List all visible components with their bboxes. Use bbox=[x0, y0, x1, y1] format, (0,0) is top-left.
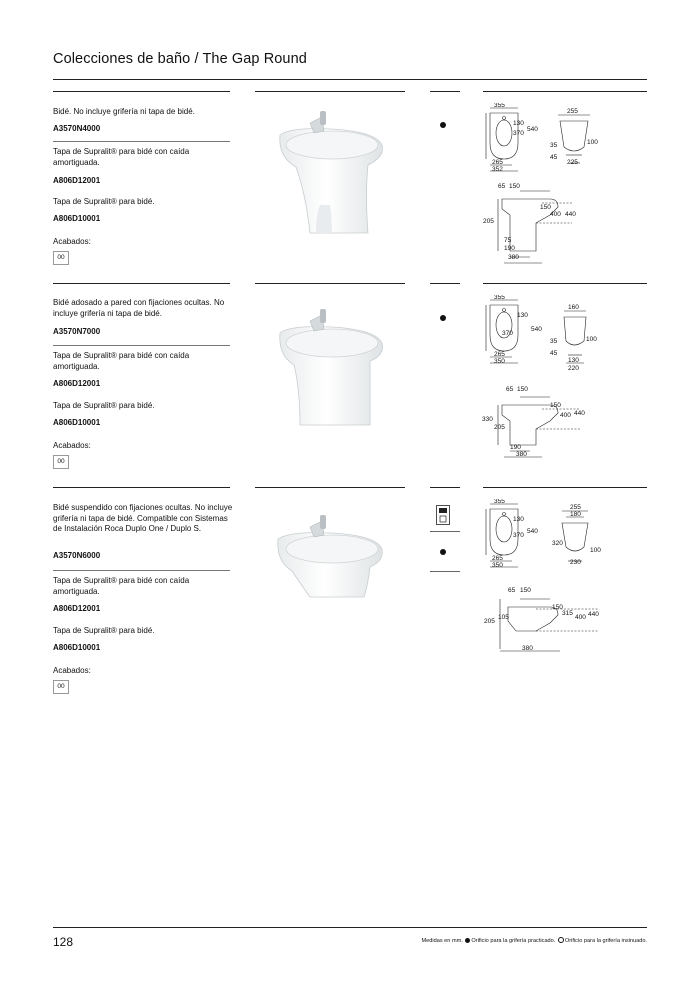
dimension-label: 320 bbox=[552, 540, 563, 547]
tap-hole-filled-icon bbox=[440, 315, 446, 321]
dimension-label: 35 bbox=[550, 142, 558, 149]
dimension-label: 150 bbox=[520, 587, 531, 594]
column-rule bbox=[255, 91, 405, 92]
dimension-label: 220 bbox=[568, 365, 579, 372]
dimension-label: 105 bbox=[498, 614, 509, 621]
column-rule bbox=[430, 487, 460, 488]
dimension-label: 205 bbox=[483, 218, 494, 225]
legend-filled: Orificio para la grifería practicado. bbox=[471, 938, 556, 944]
dimension-label: 440 bbox=[565, 211, 576, 218]
dimension-label: 160 bbox=[568, 304, 579, 311]
dimension-label: 190 bbox=[504, 245, 515, 252]
footer-rule bbox=[53, 927, 647, 928]
product-description: Bidé suspendido con fijaciones ocultas. No incluye grifería ni tapa de bidé. Compatible con Sistemas de Instalación Roca Duplo One / Duplo S. bbox=[53, 503, 233, 533]
accessory-code: A806D10001 bbox=[53, 643, 101, 652]
dimension-label: 355 bbox=[494, 295, 505, 301]
accessory-description: Tapa de Supralit® para bidé con caída amortiguada. bbox=[53, 147, 190, 167]
dimension-label: 205 bbox=[484, 618, 495, 625]
dimension-label: 440 bbox=[588, 611, 599, 618]
dimension-label: 255 bbox=[570, 504, 581, 511]
dimension-label: 380 bbox=[508, 254, 519, 261]
column-rule bbox=[430, 91, 460, 92]
product-code: A3570N4000 bbox=[53, 124, 101, 133]
dimension-label: 130 bbox=[568, 357, 579, 364]
installation-frame-icon bbox=[436, 505, 450, 525]
accessory-code: A806D10001 bbox=[53, 418, 101, 427]
tap-hole-filled-icon bbox=[440, 122, 446, 128]
dimension-label: 150 bbox=[552, 604, 563, 611]
dimension-label: 100 bbox=[590, 547, 601, 554]
filled-dot-icon bbox=[465, 938, 470, 943]
dimension-label: 355 bbox=[494, 499, 505, 505]
dimension-label: 400 bbox=[575, 614, 586, 621]
accessory-description: Tapa de Supralit® para bidé. bbox=[53, 401, 155, 410]
dimension-label: 400 bbox=[560, 412, 571, 419]
product-description: Bidé. No incluye grifería ni tapa de bidé. bbox=[53, 107, 195, 116]
dimension-label: 65 bbox=[498, 183, 506, 190]
tap-hole-filled-icon bbox=[440, 549, 446, 555]
dimension-label: 225 bbox=[567, 159, 578, 166]
accessory-code: A806D10001 bbox=[53, 214, 101, 223]
finish-swatch[interactable]: 00 bbox=[53, 455, 69, 469]
page-title: Colecciones de baño / The Gap Round bbox=[53, 51, 307, 67]
dimension-label: 205 bbox=[494, 424, 505, 431]
dimension-label: 330 bbox=[482, 416, 493, 423]
column-rule bbox=[483, 283, 647, 284]
product-code: A3570N6000 bbox=[53, 551, 101, 560]
finish-swatch[interactable]: 00 bbox=[53, 680, 69, 694]
column-rule bbox=[483, 487, 647, 488]
product-description: Bidé adosado a pared con fijaciones ocultas. No incluye grifería ni tapa de bidé. bbox=[53, 298, 225, 318]
bidet-floor-image bbox=[270, 105, 390, 240]
column-rule bbox=[53, 91, 230, 92]
dimension-label: 265 bbox=[492, 159, 503, 166]
technical-drawing bbox=[480, 499, 650, 669]
column-rule bbox=[255, 283, 405, 284]
dimension-label: 75 bbox=[504, 237, 512, 244]
dimension-label: 45 bbox=[550, 350, 558, 357]
dimension-label: 150 bbox=[550, 402, 561, 409]
dimension-label: 150 bbox=[509, 183, 520, 190]
dimension-label: 440 bbox=[574, 410, 585, 417]
dimension-label: 35 bbox=[550, 338, 558, 345]
legend bbox=[421, 937, 647, 944]
dimension-label: 45 bbox=[550, 154, 558, 161]
dimension-label: 230 bbox=[570, 559, 581, 566]
column-rule bbox=[483, 91, 647, 92]
dimension-label: 100 bbox=[586, 336, 597, 343]
dimension-label: 150 bbox=[517, 386, 528, 393]
dimension-label: 65 bbox=[506, 386, 514, 393]
dimension-label: 400 bbox=[550, 211, 561, 218]
dimension-label: 265 bbox=[492, 555, 503, 562]
dimension-label: 370 bbox=[513, 532, 524, 539]
dimension-label: 100 bbox=[587, 139, 598, 146]
dimension-label: 380 bbox=[522, 645, 533, 652]
dimension-label: 315 bbox=[562, 610, 573, 617]
dimension-label: 130 bbox=[517, 312, 528, 319]
finish-swatch[interactable]: 00 bbox=[53, 251, 69, 265]
dimension-label: 355 bbox=[494, 103, 505, 109]
product-section-2 bbox=[0, 283, 700, 483]
accessory-description: Tapa de Supralit® para bidé. bbox=[53, 626, 155, 635]
dimension-label: 350 bbox=[494, 358, 505, 365]
divider bbox=[430, 531, 460, 532]
accessory-description: Tapa de Supralit® para bidé. bbox=[53, 197, 155, 206]
accessory-description: Tapa de Supralit® para bidé con caída amortiguada. bbox=[53, 351, 190, 371]
divider bbox=[53, 141, 230, 142]
product-section-3 bbox=[0, 487, 700, 707]
dimension-label: 370 bbox=[502, 330, 513, 337]
dimension-label: 370 bbox=[513, 130, 524, 137]
dimension-label: 130 bbox=[513, 120, 524, 127]
dimension-label: 540 bbox=[527, 126, 538, 133]
bidet-wall-adjacent-image bbox=[270, 297, 390, 432]
dimension-label: 130 bbox=[513, 516, 524, 523]
column-rule bbox=[255, 487, 405, 488]
technical-drawing bbox=[480, 103, 650, 273]
dimension-label: 150 bbox=[540, 204, 551, 211]
legend-open: Orificio para la grifería insinuado. bbox=[564, 938, 647, 944]
divider bbox=[53, 345, 230, 346]
column-rule bbox=[53, 283, 230, 284]
technical-drawing bbox=[480, 295, 650, 465]
product-code: A3570N7000 bbox=[53, 327, 101, 336]
divider bbox=[430, 571, 460, 572]
dimension-label: 65 bbox=[508, 587, 516, 594]
column-rule bbox=[430, 283, 460, 284]
finishes-label: Acabados: bbox=[53, 441, 91, 450]
dimension-label: 540 bbox=[531, 326, 542, 333]
accessory-code: A806D12001 bbox=[53, 176, 101, 185]
open-dot-icon bbox=[558, 937, 564, 943]
dimension-label: 180 bbox=[570, 511, 581, 518]
bidet-wall-hung-image bbox=[270, 501, 390, 611]
dimension-label: 255 bbox=[567, 108, 578, 115]
page-number: 128 bbox=[53, 935, 74, 949]
accessory-description: Tapa de Supralit® para bidé con caída amortiguada. bbox=[53, 576, 190, 596]
dimension-label: 540 bbox=[527, 528, 538, 535]
divider bbox=[53, 570, 230, 571]
dimension-label: 380 bbox=[516, 451, 527, 458]
finishes-label: Acabados: bbox=[53, 237, 91, 246]
finishes-label: Acabados: bbox=[53, 666, 91, 675]
legend-measure: Medidas en mm. bbox=[421, 938, 463, 944]
dimension-label: 352 bbox=[492, 166, 503, 173]
dimension-label: 350 bbox=[492, 562, 503, 569]
title-rule bbox=[53, 79, 647, 80]
column-rule bbox=[53, 487, 230, 488]
product-section-1 bbox=[0, 91, 700, 281]
accessory-code: A806D12001 bbox=[53, 604, 101, 613]
dimension-label: 265 bbox=[494, 351, 505, 358]
dimension-label: 190 bbox=[510, 444, 521, 451]
accessory-code: A806D12001 bbox=[53, 379, 101, 388]
